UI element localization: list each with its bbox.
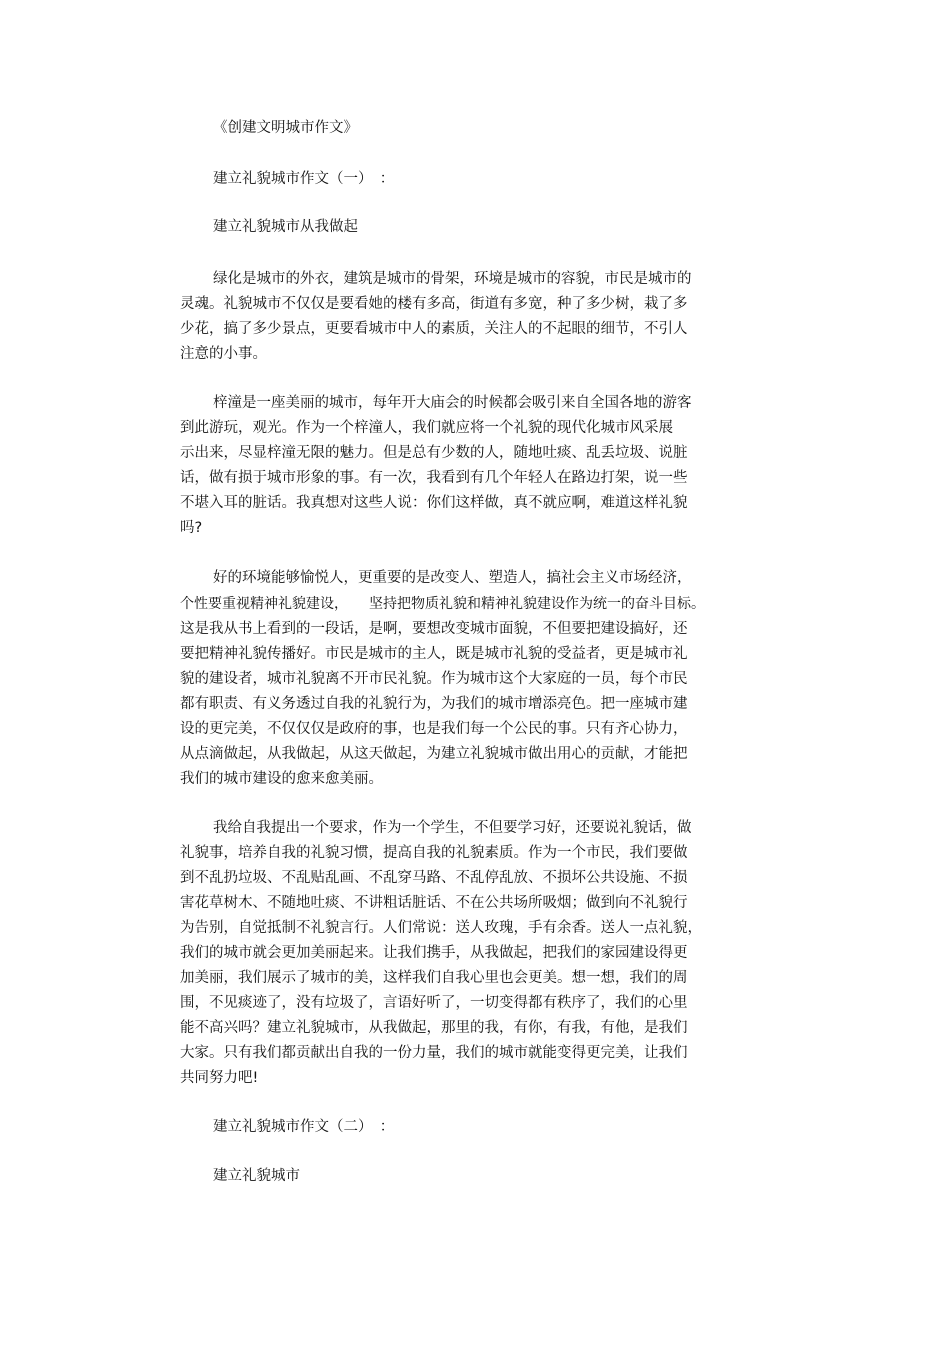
text-line: 都有职责、有义务透过自我的礼貌行为，为我们的城市增添亮色。把一座城市建 [180,696,688,712]
document-title: 《创建文明城市作文》 [213,120,358,136]
text-line: 能不高兴吗？建立礼貌城市，从我做起，那里的我，有你，有我，有他，是我们 [180,1020,688,1036]
text-line: 吗? [180,520,203,536]
text-line: 到不乱扔垃圾、不乱贴乱画、不乱穿马路、不乱停乱放、不损坏公共设施、不损 [180,870,688,886]
text-line: 灵魂。礼貌城市不仅仅是要看她的楼有多高，街道有多宽，种了多少树，栽了多 [180,296,688,312]
text-line: 共同努力吧! [180,1070,259,1086]
text-line: 话，做有损于城市形象的事。有一次，我看到有几个年轻人在路边打架，说一些 [180,470,688,486]
text-line: 注意的小事。 [180,346,267,362]
text-line: 不堪入耳的脏话。我真想对这些人说：你们这样做，真不就应啊，难道这样礼貌 [180,495,688,511]
text-line: 礼貌事，培养自我的礼貌习惯，提高自我的礼貌素质。作为一个市民，我们要做 [180,845,688,861]
text-line: 貌的建设者，城市礼貌离不开市民礼貌。作为城市这个大家庭的一员，每个市民 [180,671,688,687]
text-line: 到此游玩，观光。作为一个梓潼人，我们就应将一个礼貌的现代化城市风采展 [180,420,673,436]
text-line: 围，不见痰迹了，没有垃圾了，言语好听了，一切变得都有秩序了，我们的心里 [180,995,688,1011]
text-line: 绿化是城市的外衣，建筑是城市的骨架，环境是城市的容貌，市民是城市的 [213,271,692,287]
text-line: 害花草树木、不随地吐痰、不讲粗话脏话、不在公共场所吸烟；做到向不礼貌行 [180,895,688,911]
text-line: 梓潼是一座美丽的城市，每年开大庙会的时候都会吸引来自全国各地的游客 [213,395,692,411]
text-line: 要把精神礼貌传播好。市民是城市的主人，既是城市礼貌的受益者，更是城市礼 [180,646,688,662]
text-line: 示出来，尽显梓潼无限的魅力。但是总有少数的人，随地吐痰、乱丢垃圾、说脏 [180,445,688,461]
text-line: 设的更完美，不仅仅仅是政府的事，也是我们每一个公民的事。只有齐心协力， [180,721,688,737]
text-line: 加美丽，我们展示了城市的美，这样我们自我心里也会更美。想一想，我们的周 [180,970,688,986]
essay-heading-2: 建立礼貌城市作文（二） ： [213,1119,395,1135]
essay-subheading-2: 建立礼貌城市 [213,1168,300,1184]
text-line: 少花，搞了多少景点，更要看城市中人的素质，关注人的不起眼的细节，不引人 [180,321,688,337]
text-line: 好的环境能够愉悦人，更重要的是改变人、塑造人，搞社会主义市场经济， [213,570,692,586]
text-line: 大家。只有我们都贡献出自我的一份力量，我们的城市就能变得更完美，让我们 [180,1045,688,1061]
essay-subheading-1: 建立礼貌城市从我做起 [213,219,358,235]
text-line: 我们的城市就会更加美丽起来。让我们携手，从我做起，把我们的家园建设得更 [180,945,688,961]
text-line: 个性要重视精神礼貌建设， 坚持把物质礼貌和精神礼貌建设作为统一的奋斗目标。 [180,596,705,612]
text-line: 从点滴做起，从我做起，从这天做起，为建立礼貌城市做出用心的贡献，才能把 [180,746,688,762]
text-line: 我们的城市建设的愈来愈美丽。 [180,771,383,787]
text-line: 这是我从书上看到的一段话，是啊，要想改变城市面貌，不但要把建设搞好，还 [180,621,688,637]
text-line: 我给自我提出一个要求，作为一个学生，不但要学习好，还要说礼貌话，做 [213,820,692,836]
text-line: 为告别，自觉抵制不礼貌言行。人们常说：送人玫瑰，手有余香。送人一点礼貌， [180,920,702,936]
essay-heading-1: 建立礼貌城市作文（一） ： [213,171,395,187]
